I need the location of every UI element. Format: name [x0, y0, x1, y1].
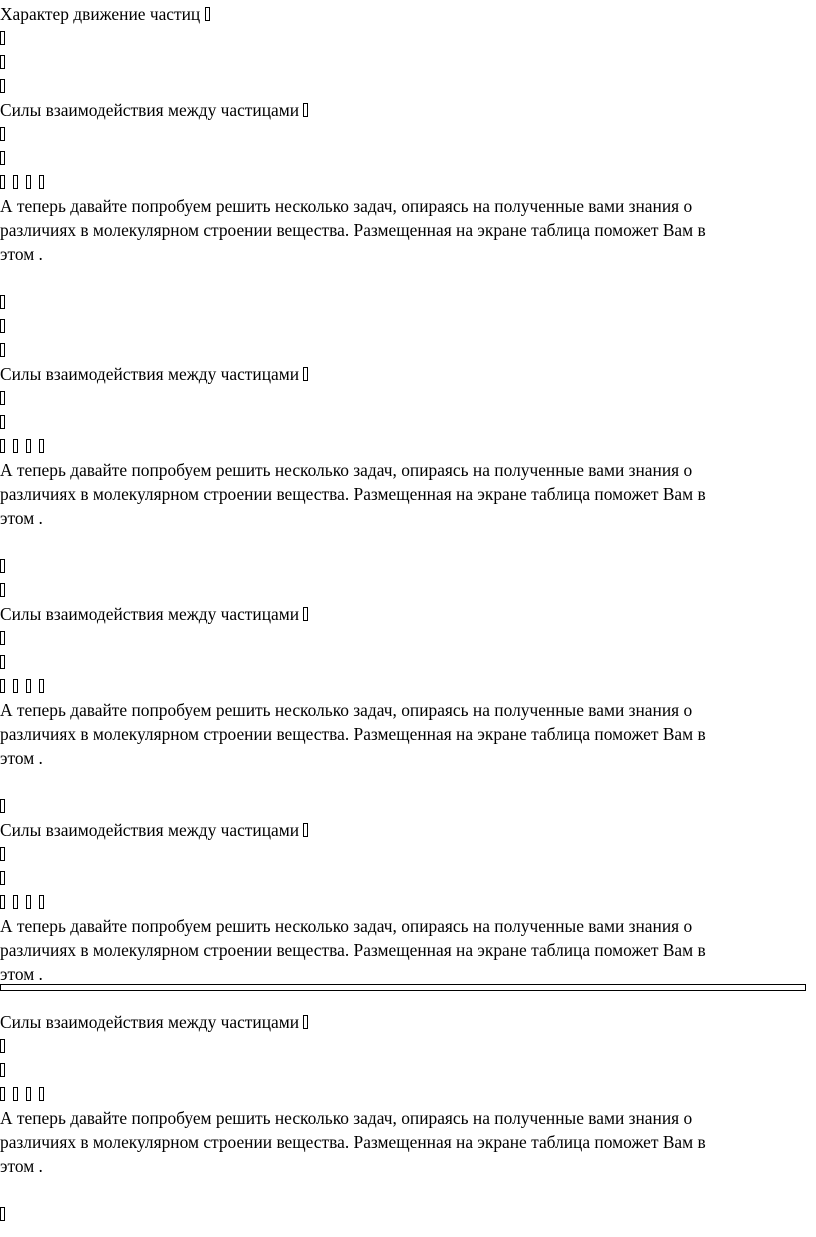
paragraph-line: этом .: [0, 964, 43, 984]
glyph-line: [0, 122, 5, 146]
missing-glyph-icon: [39, 679, 44, 693]
glyph-row: [0, 890, 44, 914]
missing-glyph-icon: [39, 1087, 44, 1101]
paragraph-line: этом .: [0, 244, 43, 264]
paragraph-line: этом .: [0, 508, 43, 528]
glyph-line: [0, 1034, 5, 1058]
glyph-row: [0, 674, 44, 698]
missing-glyph-icon: [0, 79, 5, 93]
missing-glyph-icon: [303, 1015, 308, 1029]
glyph-line: [0, 1202, 5, 1226]
glyph-line: [0, 146, 5, 170]
glyph-line: [0, 314, 5, 338]
paragraph-line: различиях в молекулярном строении вещества. Размещенная на экране таблица поможет Вам в: [0, 220, 706, 240]
paragraph-line: различиях в молекулярном строении вещества. Размещенная на экране таблица поможет Вам в: [0, 484, 706, 504]
missing-glyph-icon: [0, 295, 5, 309]
missing-glyph-icon: [0, 343, 5, 357]
paragraph-line: А теперь давайте попробуем решить несколько задач, опираясь на полученные вами знания о: [0, 700, 693, 720]
glyph-line: [0, 50, 5, 74]
missing-glyph-icon: [0, 871, 5, 885]
missing-glyph-icon: [0, 55, 5, 69]
missing-glyph-icon: [0, 679, 5, 693]
missing-glyph-icon: [0, 151, 5, 165]
glyph-row: [0, 434, 44, 458]
glyph-row: [0, 170, 44, 194]
missing-glyph-icon: [0, 127, 5, 141]
glyph-line: [0, 842, 5, 866]
heading-interaction-forces: Силы взаимодействия между частицами: [0, 602, 308, 626]
missing-glyph-icon: [0, 583, 5, 597]
missing-glyph-icon: [0, 175, 5, 189]
missing-glyph-icon: [39, 895, 44, 909]
missing-glyph-icon: [0, 1087, 5, 1101]
missing-glyph-icon: [26, 1087, 31, 1101]
glyph-line: [0, 794, 5, 818]
paragraph-line: различиях в молекулярном строении вещества. Размещенная на экране таблица поможет Вам в: [0, 724, 706, 744]
paragraph-line: А теперь давайте попробуем решить несколько задач, опираясь на полученные вами знания о: [0, 460, 693, 480]
glyph-line: [0, 26, 5, 50]
missing-glyph-icon: [0, 847, 5, 861]
missing-glyph-icon: [0, 559, 5, 573]
glyph-line: [0, 650, 5, 674]
paragraph-line: различиях в молекулярном строении вещества. Размещенная на экране таблица поможет Вам в: [0, 940, 706, 960]
missing-glyph-icon: [0, 415, 5, 429]
glyph-line: [0, 410, 5, 434]
missing-glyph-icon: [13, 175, 18, 189]
heading-particle-motion: Характер движение частиц: [0, 2, 210, 26]
frame-border: [0, 984, 806, 991]
glyph-line: [0, 626, 5, 650]
missing-glyph-icon: [13, 679, 18, 693]
paragraph-line: А теперь давайте попробуем решить несколько задач, опираясь на полученные вами знания о: [0, 916, 693, 936]
missing-glyph-icon: [205, 7, 210, 21]
heading-interaction-forces: Силы взаимодействия между частицами: [0, 98, 308, 122]
glyph-line: [0, 290, 5, 314]
missing-glyph-icon: [26, 895, 31, 909]
missing-glyph-icon: [303, 607, 308, 621]
missing-glyph-icon: [0, 655, 5, 669]
heading-interaction-forces: Силы взаимодействия между частицами: [0, 818, 308, 842]
paragraph-line: А теперь давайте попробуем решить несколько задач, опираясь на полученные вами знания о: [0, 196, 693, 216]
glyph-line: [0, 554, 5, 578]
missing-glyph-icon: [0, 1207, 5, 1221]
missing-glyph-icon: [303, 103, 308, 117]
glyph-line: [0, 1058, 5, 1082]
paragraph-line: А теперь давайте попробуем решить несколько задач, опираясь на полученные вами знания о: [0, 1108, 693, 1128]
missing-glyph-icon: [26, 175, 31, 189]
missing-glyph-icon: [0, 391, 5, 405]
missing-glyph-icon: [13, 439, 18, 453]
paragraph-line: различиях в молекулярном строении вещества. Размещенная на экране таблица поможет Вам в: [0, 1132, 706, 1152]
missing-glyph-icon: [0, 895, 5, 909]
glyph-line: [0, 578, 5, 602]
missing-glyph-icon: [0, 631, 5, 645]
missing-glyph-icon: [0, 1039, 5, 1053]
heading-interaction-forces: Силы взаимодействия между частицами: [0, 1010, 308, 1034]
missing-glyph-icon: [303, 367, 308, 381]
paragraph-line: этом .: [0, 1156, 43, 1176]
missing-glyph-icon: [0, 799, 5, 813]
glyph-line: [0, 338, 5, 362]
missing-glyph-icon: [0, 439, 5, 453]
missing-glyph-icon: [39, 175, 44, 189]
missing-glyph-icon: [26, 679, 31, 693]
missing-glyph-icon: [303, 823, 308, 837]
glyph-line: [0, 866, 5, 890]
missing-glyph-icon: [26, 439, 31, 453]
missing-glyph-icon: [13, 1087, 18, 1101]
glyph-line: [0, 386, 5, 410]
missing-glyph-icon: [0, 1063, 5, 1077]
glyph-line: [0, 74, 5, 98]
glyph-row: [0, 1082, 44, 1106]
missing-glyph-icon: [0, 319, 5, 333]
missing-glyph-icon: [0, 31, 5, 45]
missing-glyph-icon: [13, 895, 18, 909]
heading-interaction-forces: Силы взаимодействия между частицами: [0, 362, 308, 386]
paragraph-line: этом .: [0, 748, 43, 768]
missing-glyph-icon: [39, 439, 44, 453]
